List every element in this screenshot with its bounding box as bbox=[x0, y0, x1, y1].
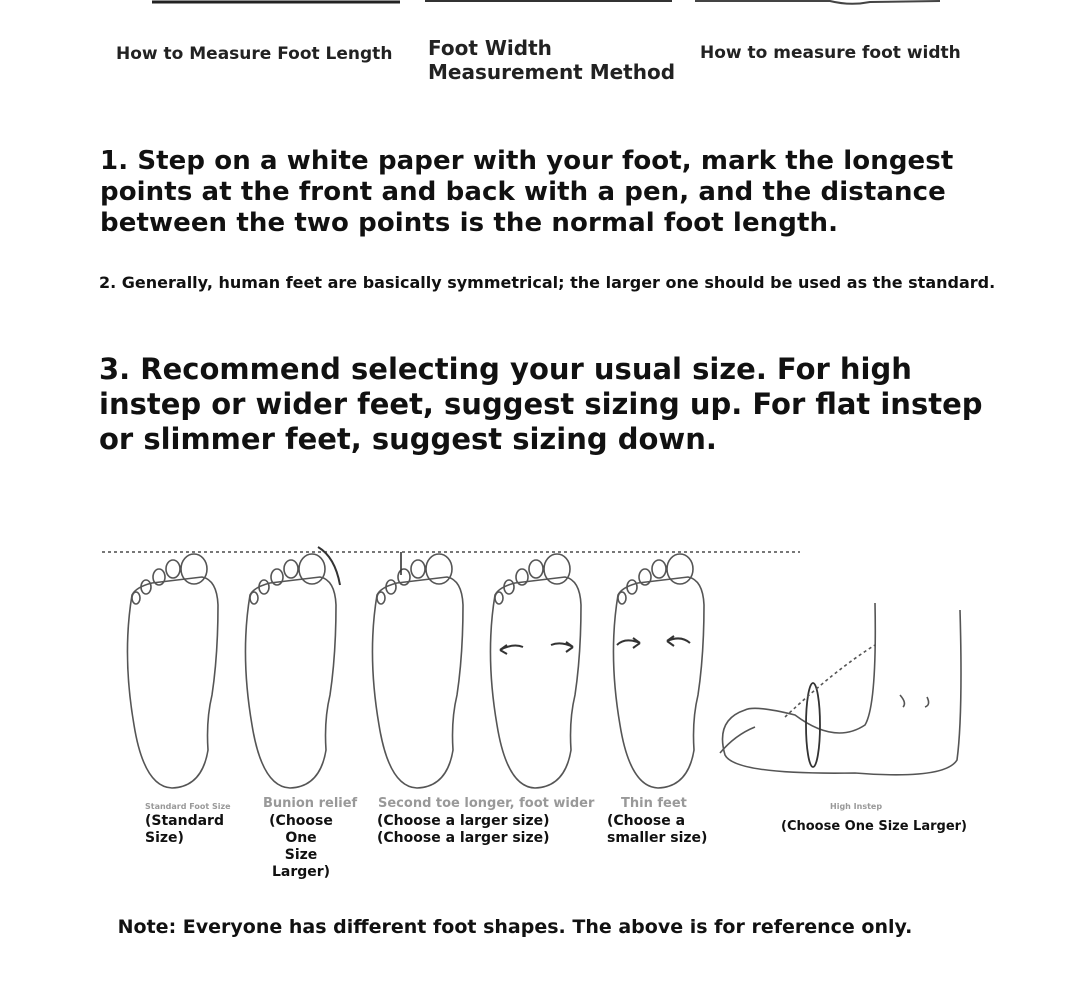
caption-width-method-line1: Foot Width bbox=[428, 36, 552, 60]
advice-line: Size) bbox=[145, 830, 184, 846]
instruction-step-2: 2. Generally, human feet are basically symmetrical; the larger one should be used as the standard. bbox=[99, 273, 996, 292]
foot-wide-icon bbox=[490, 554, 581, 788]
foot-type-standard-label: Standard Foot Size bbox=[145, 802, 231, 811]
advice-line: (Choose One Size Larger) bbox=[781, 819, 967, 834]
foot-type-high-instep-advice bbox=[781, 818, 967, 835]
foot-type-standard-advice bbox=[145, 813, 224, 847]
foot-type-thin-advice bbox=[607, 813, 707, 847]
advice-line: (Choose a bbox=[607, 813, 686, 829]
caption-width-method-line2: Measurement Method bbox=[428, 60, 676, 84]
advice-line: (Choose a larger size) bbox=[377, 813, 550, 829]
foot-thin-icon bbox=[613, 554, 704, 788]
advice-line: (Choose One bbox=[269, 813, 333, 846]
foot-high-instep-icon bbox=[720, 603, 961, 775]
instruction-step-1: 1. Step on a white paper with your foot, mark the longest points at the front and back with a pen, and the distance between the two points is the normal foot length. bbox=[100, 146, 954, 238]
caption-width-method bbox=[428, 36, 675, 84]
foot-bunion-icon bbox=[245, 547, 340, 788]
foot-type-thin-label: Thin feet bbox=[621, 796, 687, 811]
advice-line: Size Larger) bbox=[271, 847, 331, 880]
foot-type-second-toe-label: Second toe longer, foot wider bbox=[378, 796, 595, 811]
foot-type-second-toe-advice bbox=[377, 813, 550, 847]
instruction-step-3: 3. Recommend selecting your usual size. For high instep or wider feet, suggest sizing up. For flat instep or slimmer feet, suggest sizing down. bbox=[99, 352, 983, 456]
foot-type-high-instep-label: High Instep bbox=[830, 802, 883, 811]
advice-line: (Standard bbox=[145, 813, 224, 829]
advice-line: (Choose a larger size) bbox=[377, 830, 550, 846]
foot-shapes-illustration bbox=[95, 535, 975, 795]
foot-second-toe-icon bbox=[372, 552, 463, 788]
caption-foot-width: How to measure foot width bbox=[700, 43, 961, 63]
caption-foot-length: How to Measure Foot Length bbox=[116, 44, 393, 64]
reference-note: Note: Everyone has different foot shapes. The above is for reference only. bbox=[117, 916, 913, 938]
advice-line: smaller size) bbox=[607, 830, 708, 846]
foot-standard-icon bbox=[127, 554, 218, 788]
foot-type-bunion-advice bbox=[254, 813, 348, 881]
top-image-edges bbox=[0, 0, 1080, 10]
foot-type-bunion-label: Bunion relief bbox=[263, 796, 358, 811]
